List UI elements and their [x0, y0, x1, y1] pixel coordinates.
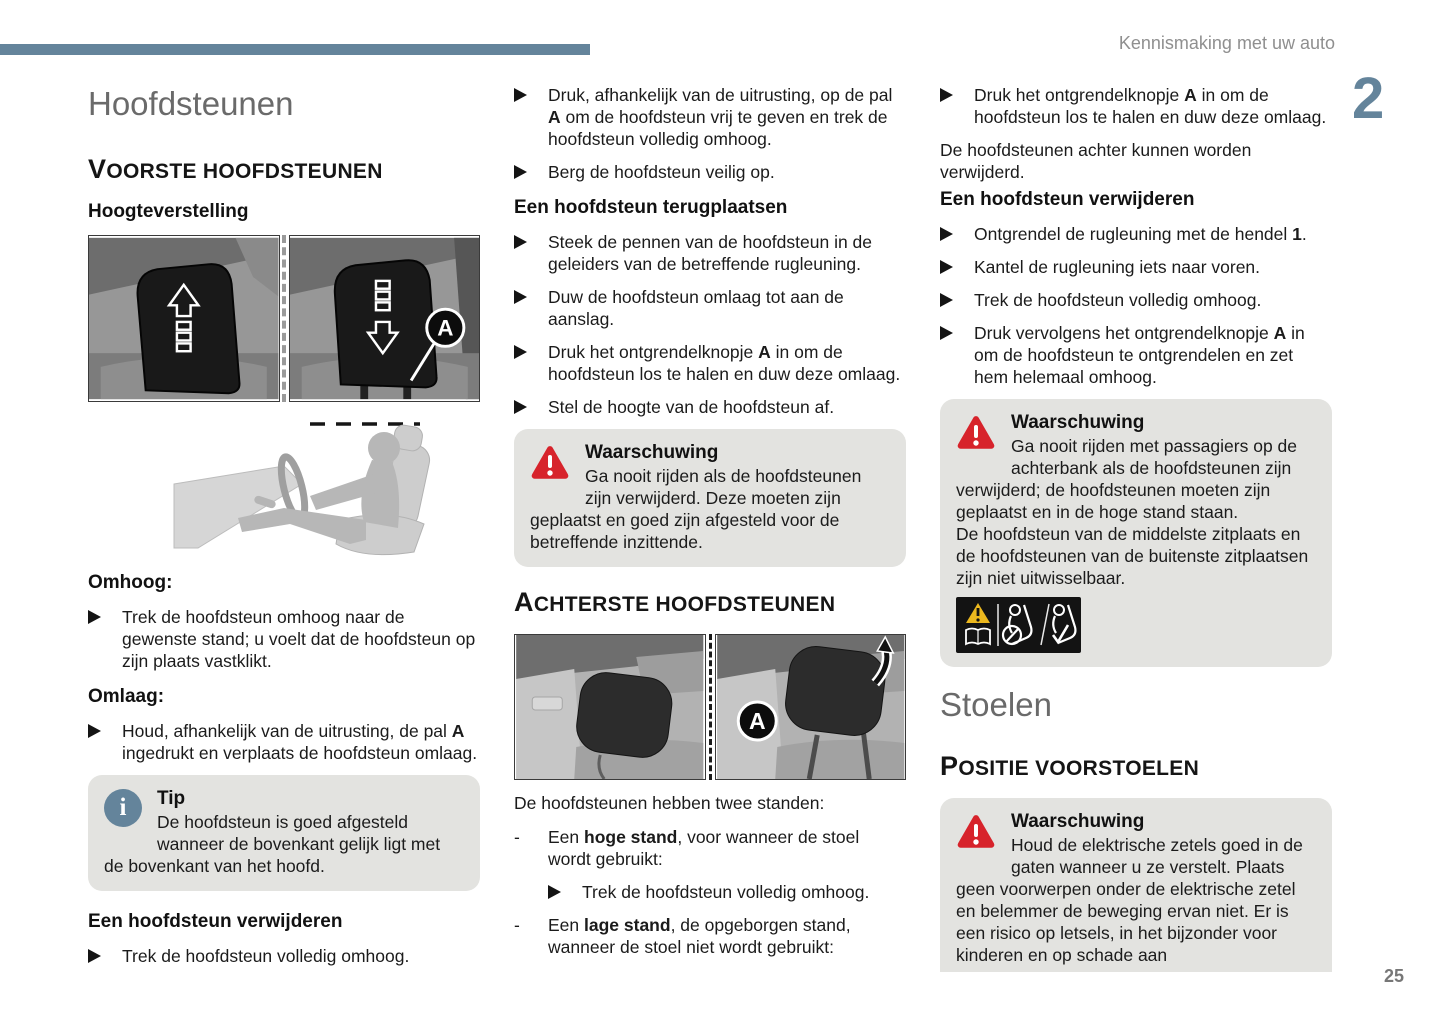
warning-text: De hoofdsteun van de middelste zitplaats en de hoofdsteunen van de buitenste zitplaatsen zijn niet uitwisselbaar.	[956, 524, 1309, 588]
dash-list-item: - Een lage stand, de opgeborgen stand, wanneer de stoel niet wordt gebruikt:	[514, 915, 851, 957]
instruction-bullet: Druk het ontgrendelknopje A in om de hoofdsteun los te halen en duw deze omlaag.	[940, 84, 1332, 128]
bullet-arrow-icon	[88, 724, 101, 738]
headrest-up-illustration	[89, 236, 279, 401]
warning-box-seats	[940, 798, 1332, 972]
instruction-bullet: Houd, afhankelijk van de uitrusting, de pal A ingedrukt en verplaats de hoofdsteun omlaag.	[88, 720, 480, 764]
callout-a-label: A	[436, 315, 453, 341]
driver-position-illustration	[88, 414, 480, 558]
section-rear-headrests: ACHTERSTE HOOFDSTEUNEN	[514, 587, 836, 617]
dash-marker: -	[514, 827, 520, 847]
warning-text: Ga nooit rijden met passagiers op de achterbank als de hoofdsteunen zijn verwijderd; de hoofdsteunen moeten zijn geplaatst en in de hoge stand staan.	[956, 436, 1297, 522]
chapter-rule	[0, 44, 590, 55]
column-left	[88, 84, 480, 978]
bullet-arrow-icon	[88, 949, 101, 963]
section-front-headrests: VOORSTE HOOFDSTEUNEN	[88, 154, 383, 184]
section-title-seats: Stoelen	[940, 686, 1052, 723]
warning-title: Waarschuwing	[585, 442, 719, 463]
page-number: 25	[1384, 966, 1405, 986]
front-headrest-up-image	[88, 235, 280, 402]
warning-box-front	[514, 429, 906, 567]
instruction-bullet: Druk het ontgrendelknopje A in om de hoofdsteun los te halen en duw deze omlaag.	[514, 341, 906, 385]
instruction-bullet: Ontgrendel de rugleuning met de hendel 1.	[940, 223, 1332, 245]
warning-text: Ga nooit rijden als de hoofdsteunen zijn verwijderd. Deze moeten zijn geplaatst en goed zijn afgesteld voor de betreffende inzittende.	[530, 466, 862, 552]
instruction-bullet: Stel de hoogte van de hoofdsteun af.	[514, 396, 906, 418]
instruction-bullet: Trek de hoofdsteun omhoog naar de gewenste stand; u voelt dat de hoofdsteun op zijn plaats vastklikt.	[88, 606, 480, 672]
warning-title: Waarschuwing	[1011, 412, 1145, 433]
figure-divider	[280, 235, 289, 402]
chapter-number: 2	[1352, 66, 1385, 131]
rear-headrest-figure	[514, 634, 906, 780]
tip-text: De hoofdsteun is goed afgesteld wanneer de bovenkant gelijk ligt met de bovenkant van het hoofd.	[104, 812, 441, 876]
bullet-arrow-icon	[548, 885, 561, 899]
instruction-bullet: Druk, afhankelijk van de uitrusting, op de pal A om de hoofdsteun vrij te geven en trek de hoofdsteun volledig omhoog.	[514, 84, 906, 150]
rear-headrest-high-image	[715, 634, 907, 780]
heading-replace: Een hoofdsteun terugplaatsen	[514, 197, 788, 218]
rear-headrest-low-image	[514, 634, 706, 780]
instruction-bullet: Berg de hoofdsteun veilig op.	[514, 161, 906, 183]
section-front-seat-position: POSITIE VOORSTOELEN	[940, 751, 1200, 781]
tip-title: Tip	[157, 788, 186, 809]
running-header: Kennismaking met uw auto	[1118, 33, 1335, 53]
instruction-bullet: Trek de hoofdsteun volledig omhoog.	[940, 289, 1332, 311]
driver-position-figure	[88, 414, 480, 558]
heading-up: Omhoog:	[88, 572, 173, 593]
column-right	[940, 84, 1332, 978]
bullet-arrow-icon	[514, 290, 527, 304]
heading-down: Omlaag:	[88, 686, 165, 707]
rear-removal-intro: De hoofdsteunen achter kunnen worden verwijderd.	[940, 140, 1252, 182]
front-headrest-down-image	[289, 235, 481, 402]
bullet-arrow-icon	[940, 88, 953, 102]
bullet-arrow-icon	[88, 610, 101, 624]
warning-box-rear	[940, 399, 1332, 667]
column-middle	[514, 84, 906, 978]
headrest-down-illustration	[290, 236, 480, 401]
warning-triangle-icon	[956, 813, 996, 849]
bullet-arrow-icon	[940, 260, 953, 274]
front-headrest-figure	[88, 235, 480, 402]
dash-list-item: - Een hoge stand, voor wanneer de stoel wordt gebruikt:	[514, 827, 860, 869]
info-icon	[104, 789, 142, 827]
tip-box	[88, 775, 480, 891]
bullet-arrow-icon	[940, 293, 953, 307]
warning-triangle-icon	[956, 414, 996, 450]
bullet-arrow-icon	[940, 326, 953, 340]
instruction-bullet: Steek de pennen van de hoofdsteun in de geleiders van de betreffende rugleuning.	[514, 231, 906, 275]
warning-text: Houd de elektrische zetels goed in de gaten wanneer u ze verstelt. Plaats geen voorwerpen onder de elektrische zetel en belemmer de beweging ervan niet. Er is een risico op letsels, in het bijzonder voor kinderen en op schade aan	[956, 835, 1303, 965]
content-columns	[88, 84, 1338, 978]
warning-triangle-icon	[530, 444, 570, 480]
rear-headrest-high-illustration	[716, 635, 906, 779]
bullet-arrow-icon	[940, 227, 953, 241]
bullet-arrow-icon	[514, 345, 527, 359]
instruction-bullet: Kantel de rugleuning iets naar voren.	[940, 256, 1332, 278]
page-title: Hoofdsteunen	[88, 85, 294, 122]
dash-marker: -	[514, 915, 520, 935]
heading-remove-front: Een hoofdsteun verwijderen	[88, 911, 343, 932]
callout-a-label: A	[748, 708, 766, 734]
heading-remove-rear: Een hoofdsteun verwijderen	[940, 189, 1195, 210]
bullet-arrow-icon	[514, 88, 527, 102]
instruction-bullet: Trek de hoofdsteun volledig omhoog.	[88, 945, 480, 967]
instruction-bullet-nested: Trek de hoofdsteun volledig omhoog.	[548, 881, 906, 903]
rear-headrest-low-illustration	[515, 635, 705, 779]
headrest-safety-pictogram	[956, 597, 1081, 653]
instruction-bullet: Duw de hoofdsteun omlaag tot aan de aanslag.	[514, 286, 906, 330]
instruction-bullet: Druk vervolgens het ontgrendelknopje A in om de hoofdsteun te ontgrendelen en zet hem helemaal omhoog.	[940, 322, 1332, 388]
rear-intro-text: De hoofdsteunen hebben twee standen:	[514, 793, 825, 813]
bullet-arrow-icon	[514, 235, 527, 249]
figure-divider	[706, 634, 715, 780]
bullet-arrow-icon	[514, 400, 527, 414]
warning-title: Waarschuwing	[1011, 811, 1145, 832]
subheading-height-adjust: Hoogteverstelling	[88, 201, 249, 222]
bullet-arrow-icon	[514, 165, 527, 179]
info-icon-glyph: i	[119, 794, 127, 821]
